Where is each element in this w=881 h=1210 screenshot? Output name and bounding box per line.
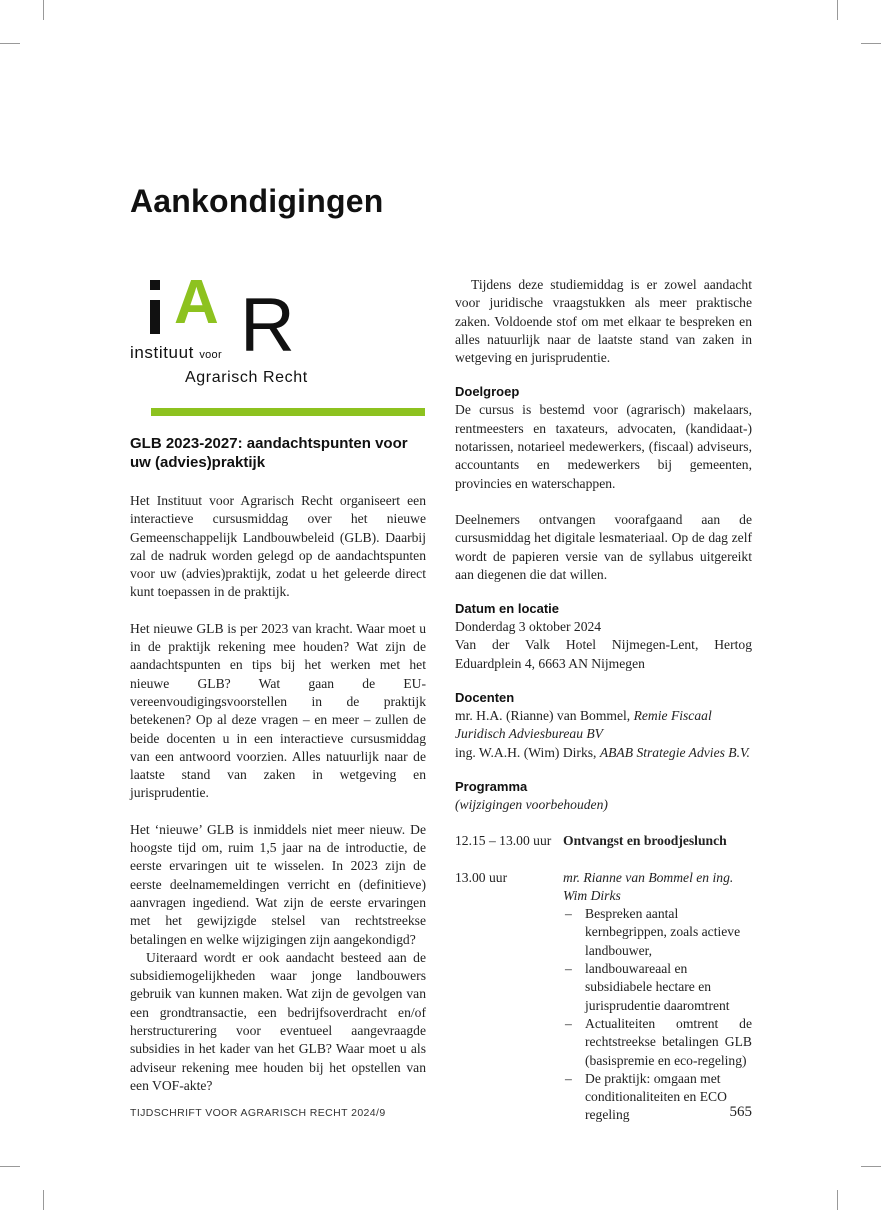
left-column xyxy=(130,434,426,1095)
crop-mark xyxy=(861,1166,881,1167)
materials-text: Deelnemers ontvangen voorafgaand aan de cursusmiddag het digitale lesmateriaal. Op de dag zelf wordt de papieren versie van de syllabus uitgereikt aan diegenen die dat willen. xyxy=(455,511,752,582)
location-line: Van der Valk Hotel Nijmegen-Lent, Hertog Eduardplein 4, 6663 AN Nijmegen xyxy=(455,637,752,671)
footer-journal-name: TIJDSCHRIFT VOOR AGRARISCH RECHT 2024/9 xyxy=(130,1107,386,1119)
doelgroep-text: De cursus is bestemd voor (agrarisch) makelaars, rentmeesters en taxateurs, advocaten, (kandidaat-) notarissen, notarieel medewerkers, (fiscaal) adviseurs, accountants en medewerkers bij gemeenten, provincies en waterschappen. xyxy=(455,402,752,491)
logo-line-1: instituut voor xyxy=(130,343,222,362)
crop-mark xyxy=(0,43,20,44)
logo-letter-a: A xyxy=(174,268,219,337)
paragraph: Het nieuwe GLB is per 2023 van kracht. Waar moet u in de praktijk rekening mee houden? Wat zijn de aandachtspunten en tips bij het werken met het nieuwe GLB? Wat gaan de EU-vereenvoudigingsvoorstellen in de praktijk betekenen? Op al deze vragen – en meer – zullen de beide docenten u in een interactieve cursusmiddag van een antwoord voorzien. Alles natuurlijk naar de laatste stand van zaken in wetgeving en jurisprudentie. xyxy=(130,620,426,801)
program-time: 12.15 – 13.00 uur xyxy=(455,833,552,849)
program-bullets xyxy=(563,905,752,1125)
program-row xyxy=(455,832,752,850)
intro-paragraph: Tijdens deze studiemiddag is er zowel aandacht voor juridische vraagstukken als meer praktische zaken. Voldoende stof om met elkaar te bespreken en alles natuurlijk naar de laatste stand van zaken in wetgeving en jurisprudentie. xyxy=(455,277,752,366)
section-heading-doelgroep: Doelgroep xyxy=(455,384,520,400)
docent-1: mr. H.A. (Rianne) van Bommel, Remie Fiscaal Juridisch Adviesbureau BV xyxy=(455,708,712,742)
list-item: – landbouwareaal en subsidiabele hectare en jurisprudentie daaromtrent xyxy=(563,960,752,1015)
right-column xyxy=(455,276,752,1125)
section-heading-datum: Datum en locatie xyxy=(455,601,560,617)
page-title: Aankondigingen xyxy=(130,183,384,219)
logo-line-2: Agrarisch Recht xyxy=(185,369,308,386)
crop-mark xyxy=(0,1166,20,1167)
iar-logo xyxy=(128,268,428,390)
logo-accent-bar xyxy=(151,408,425,416)
page-number: 565 xyxy=(729,1104,752,1120)
logo-letter-r: R xyxy=(240,283,295,368)
program-item-title: Ontvangst en broodjeslunch xyxy=(563,833,727,849)
programma-note: (wijzigingen voorbehouden) xyxy=(455,796,608,812)
crop-mark xyxy=(861,43,881,44)
crop-mark xyxy=(837,1190,838,1210)
list-item: – Bespreken aantal kernbegrippen, zoals actieve landbouwer, xyxy=(563,905,752,960)
crop-mark xyxy=(43,0,44,20)
program-time: 13.00 uur xyxy=(455,869,508,885)
docent-2: ing. W.A.H. (Wim) Dirks, ABAB Strategie Advies B.V. xyxy=(455,744,750,760)
crop-mark xyxy=(837,0,838,20)
section-heading-programma: Programma xyxy=(455,778,528,794)
section-heading-docenten: Docenten xyxy=(455,690,515,706)
paragraph: Het Instituut voor Agrarisch Recht organiseert een interactieve cursusmiddag over het nieuwe Gemeenschappelijk Landbouwbeleid (GLB). Daarbij zal de nadruk worden gelegd op de aandachtspunten voor uw (advies)praktijk, zodat u het geleerde direct kunt toepassen in de praktijk. xyxy=(130,493,426,600)
paragraph: Het ‘nieuwe’ GLB is inmiddels niet meer nieuw. De hoogste tijd om, ruim 1,5 jaar na de introductie, de eerste ervaringen uit te wisselen. In 2023 zijn de eerste deelnamemeldingen verricht en (definitieve) aanvragen ingediend. Wat zijn de eerste ervaringen met het gewijzigde stelsel van rechtstreekse betalingen en welke wijzigingen zijn aangekondigd? xyxy=(130,821,426,947)
article-title: GLB 2023-2027: aandachtspunten voor uw (advies)praktijk xyxy=(130,435,408,471)
list-item: – Actualiteiten omtrent de rechtstreekse betalingen GLB (basispremie en eco-regeling) xyxy=(563,1015,752,1070)
program-row xyxy=(455,869,752,1125)
program-speakers: mr. Rianne van Bommel en ing. Wim Dirks xyxy=(563,869,734,903)
list-item: – De praktijk: omgaan met conditionaliteiten en ECO regeling xyxy=(563,1070,752,1125)
date-line: Donderdag 3 oktober 2024 xyxy=(455,619,602,635)
paragraph: Uiteraard wordt er ook aandacht besteed aan de subsidiemogelijkheden waar jonge landbouwers gebruik van kunnen maken. Wat zijn de gevolgen van een grondtransactie, een bedrijfsoverdracht en/of herstructurering voor eventueel aangevraagde subsidies in het kader van het GLB? Waar moet u als adviseur rekening mee houden bij het opstellen van een VOF-akte? xyxy=(130,949,426,1093)
logo-letter-i xyxy=(150,280,160,334)
crop-mark xyxy=(43,1190,44,1210)
